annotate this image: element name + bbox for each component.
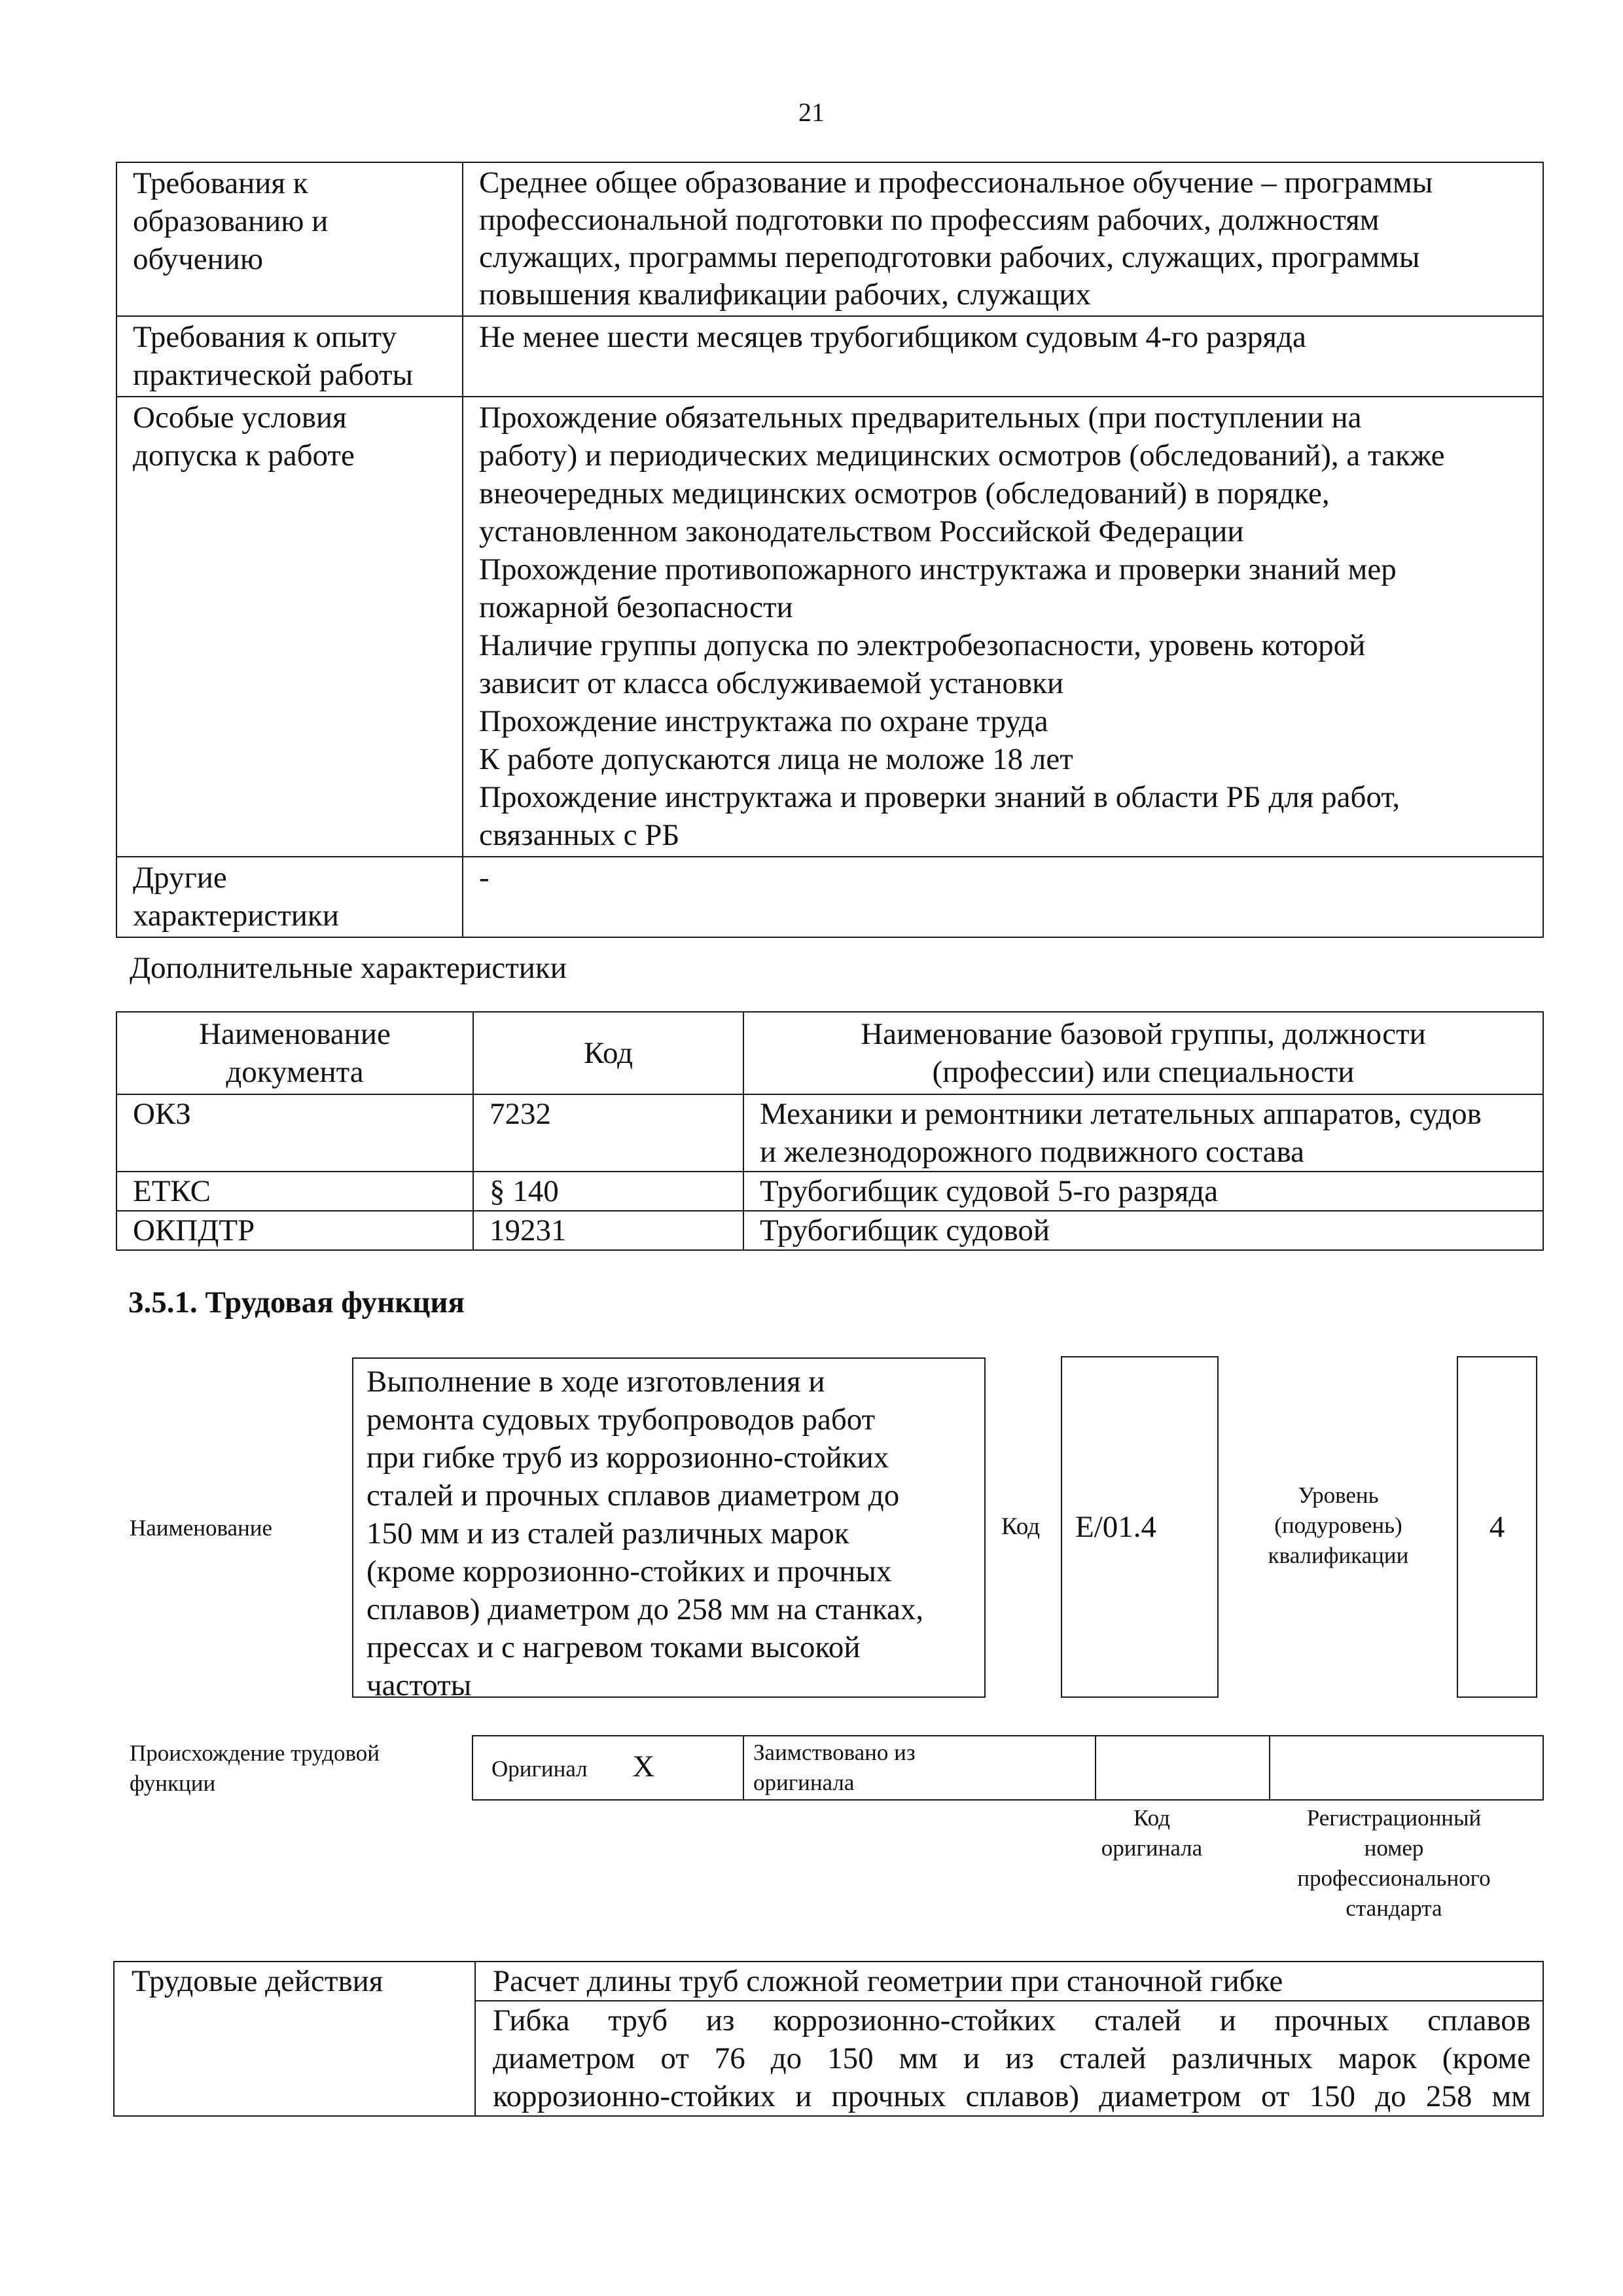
table-row [116,1172,1543,1211]
section-heading: 3.5.1. Трудовая функция [128,1285,465,1319]
origin-borrowed-cell: Заимствовано из оригинала [743,1736,1096,1800]
qualification-level-box [1457,1356,1537,1698]
table-header-row [116,1012,1543,1094]
special-conditions-value: Прохождение обязательных предварительных (при поступлении на работу) и периодических медицинских осмотров (обследований), а также внеочередных медицинских осмотров (обследований) в порядке, установленном законодательством Российской Федерации Прохождение противопожарного инструктажа и проверки знаний мер пожарной безопасности Наличие группы допуска по электробезопасности, уровень которой зависит от класса обслуживаемой установки Прохождение инструктажа по охране труда К работе допускаются лица не моложе 18 лет Прохождение инструктажа и проверки знаний в области РБ для работ, связанных с РБ [463,397,1543,857]
action-item: Гибка труб из коррозионно-стойких сталей и прочных сплавов диаметром от 76 до 150 мм и из сталей различных марок (кроме коррозионно-стойких и прочных сплавов) диаметром от 150 до 258 мм [475,2001,1543,2116]
additional-characteristics-table [116,1011,1544,1251]
qualification-level-label: Уровень (подуровень) квалификации [1268,1482,1409,1568]
page-number: 21 [798,98,825,127]
function-code-label: Код [1001,1513,1041,1540]
table-row [116,857,1543,937]
origin-original-cell: Оригинал X [473,1736,743,1800]
name-cell: Трубогибщик судовой [743,1211,1543,1250]
function-name-label: Наименование [130,1515,273,1541]
code-cell: 19231 [473,1211,743,1250]
table-row [116,316,1543,397]
experience-requirements-label: Требования к опыту практической работы [116,316,463,397]
table-row [116,162,1543,316]
code-cell: 7232 [473,1094,743,1172]
function-code-box [1061,1356,1219,1698]
doc-cell: ОКЗ [116,1094,473,1172]
name-cell: Трубогибщик судовой 5-го разряда [743,1172,1543,1211]
qualification-level-value: 4 [1489,1510,1505,1544]
action-item: Расчет длины труб сложной геометрии при станочной гибке [475,1962,1543,2001]
original-mark: X [632,1749,655,1784]
special-conditions-label: Особые условия допуска к работе [116,397,463,857]
table-row [473,1736,1543,1800]
column-header-document: Наименование документа [116,1012,473,1094]
other-characteristics-label: Другие характеристики [116,857,463,937]
function-code-value: E/01.4 [1075,1510,1157,1544]
origin-code-cell [1096,1736,1270,1800]
name-cell: Механики и ремонтники летательных аппаратов, судов и железнодорожного подвижного состава [743,1094,1543,1172]
doc-cell: ОКПДТР [116,1211,473,1250]
additional-characteristics-caption: Дополнительные характеристики [130,951,567,985]
origin-table [472,1735,1544,1801]
function-name-box: Выполнение в ходе изготовления и ремонта судовых трубопроводов работ при гибке труб из коррозионно-стойких сталей и прочных сплавов диаметром до 150 мм и из сталей различных марок (кроме коррозионно-стойких и прочных сплавов) диаметром до 258 мм на станках, прессах и с нагревом токами высокой частоты [352,1357,986,1698]
requirements-table [116,162,1544,938]
other-characteristics-value: - [463,857,1543,937]
column-header-code: Код [473,1012,743,1094]
origin-label: Происхождение трудовой функции [130,1740,380,1796]
origin-reg-number-cell [1270,1736,1543,1800]
origin-code-caption: Код оригинала [1101,1805,1203,1861]
doc-cell: ЕТКС [116,1172,473,1211]
education-requirements-value: Среднее общее образование и профессиональное обучение – программы профессиональной подготовки по профессиям рабочих, должностям служащих, программы переподготовки рабочих, служащих, программы повышения квалификации рабочих, служащих [463,162,1543,316]
origin-reg-caption: Регистрационный номер профессионального стандарта [1297,1805,1491,1921]
column-header-group: Наименование базовой группы, должности (профессии) или специальности [743,1012,1543,1094]
code-cell: § 140 [473,1172,743,1211]
labour-actions-table [113,1961,1544,2117]
table-row [116,1094,1543,1172]
education-requirements-label: Требования к образованию и обучению [116,162,463,316]
experience-requirements-value: Не менее шести месяцев трубогибщиком судовым 4-го разряда [463,316,1543,397]
table-row [116,397,1543,857]
table-row [116,1211,1543,1250]
table-row [114,1962,1543,2001]
labour-actions-label: Трудовые действия [114,1962,475,2116]
